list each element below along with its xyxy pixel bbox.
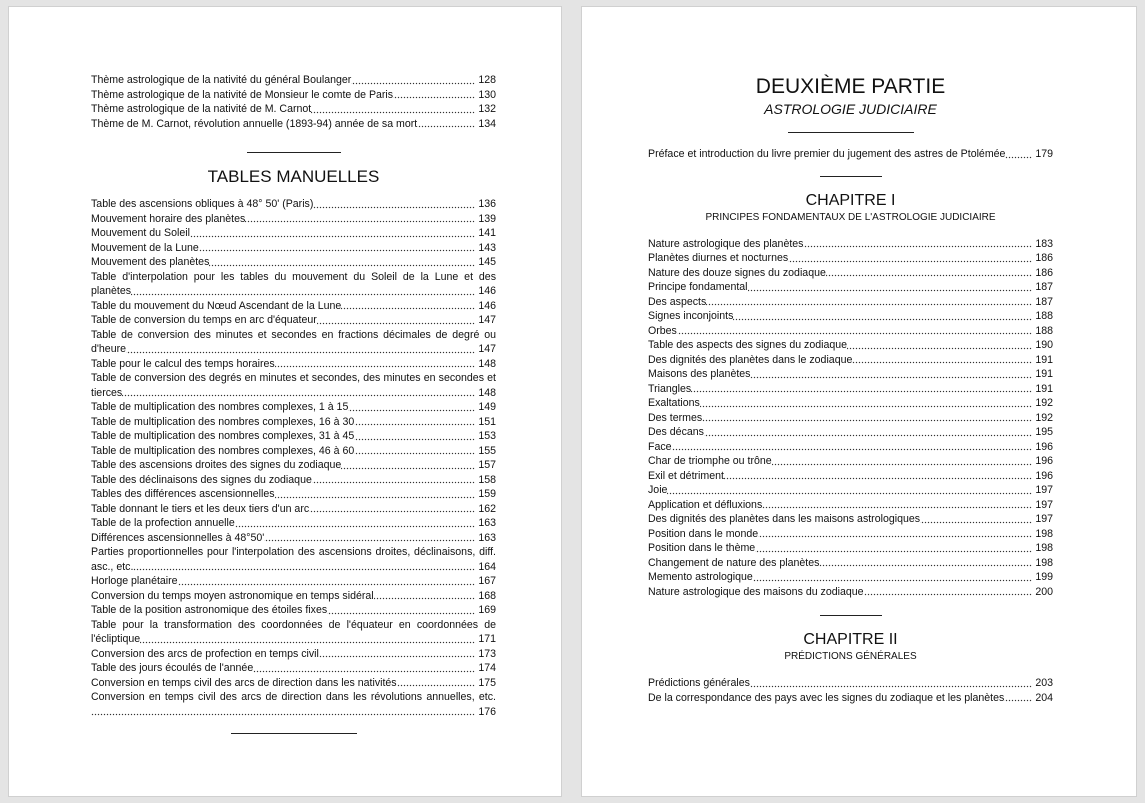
toc-entry[interactable]: [91, 618, 496, 647]
toc-entry-title: Mouvement de la Lune: [91, 241, 199, 254]
toc-entry[interactable]: [91, 270, 496, 299]
toc-list-chapter: [648, 237, 1053, 600]
toc-entry-title: Position dans le thème: [648, 542, 756, 554]
toc-entry-page: 158: [475, 473, 496, 488]
toc-entry-page: 175: [475, 676, 496, 691]
toc-entry-page: 171: [475, 632, 496, 647]
toc-entry-page: 139: [475, 212, 496, 227]
toc-entry[interactable]: [648, 280, 1053, 295]
toc-entry-page: 191: [1032, 353, 1053, 368]
toc-entry-title: Memento astrologique: [648, 571, 753, 583]
toc-entry[interactable]: [91, 88, 496, 103]
toc-entry[interactable]: [648, 396, 1053, 411]
toc-entry-page: 136: [475, 197, 496, 212]
toc-entry-title: Position dans le monde: [648, 527, 759, 540]
toc-entry-page: 147: [475, 342, 496, 357]
toc-entry-title: Table pour le calcul des temps horaires: [91, 357, 275, 370]
toc-entry-page: 188: [1032, 309, 1053, 324]
toc-entry-page: 204: [1032, 691, 1053, 706]
toc-entry-page: 186: [1032, 251, 1053, 266]
toc-entry-page: 197: [1032, 483, 1053, 498]
toc-entry-title: Maisons des planètes: [648, 368, 751, 380]
toc-entry-title: Principe fondamental: [648, 281, 748, 293]
toc-entry-title: Triangles: [648, 382, 692, 395]
toc-entry[interactable]: [91, 226, 496, 241]
chapters: [648, 176, 1053, 706]
toc-entry[interactable]: [91, 516, 496, 531]
toc-entry[interactable]: [648, 295, 1053, 310]
toc-entry[interactable]: [91, 589, 496, 604]
toc-entry[interactable]: [91, 647, 496, 662]
toc-entry-page: 134: [475, 117, 496, 132]
toc-entry-title: Des aspects: [648, 295, 707, 308]
toc-entry[interactable]: [91, 502, 496, 517]
toc-entry-page: 196: [1032, 440, 1053, 455]
toc-entry-page: 187: [1032, 295, 1053, 310]
toc-entry-title: Des dignités des planètes dans le zodiaque: [648, 353, 853, 366]
toc-entry-page: 149: [475, 400, 496, 415]
toc-entry-title: Orbes: [648, 324, 677, 337]
toc-entry-page: 159: [475, 487, 496, 502]
toc-entry-title: Table des ascensions obliques à 48° 50' (Paris): [91, 198, 314, 210]
toc-entry[interactable]: [648, 454, 1053, 469]
divider: [820, 176, 882, 177]
toc-entry[interactable]: [648, 425, 1053, 440]
toc-entry-page: 162: [475, 502, 496, 517]
toc-entry-page: 195: [1032, 425, 1053, 440]
toc-entry[interactable]: [91, 690, 496, 719]
toc-entry-title: Table de la position astronomique des étoiles fixes: [91, 604, 328, 616]
chapter-title: CHAPITRE I: [805, 191, 896, 209]
toc-entry-page: 192: [1032, 396, 1053, 411]
toc-entry[interactable]: [91, 102, 496, 117]
toc-entry[interactable]: [648, 570, 1053, 585]
divider: [231, 733, 357, 734]
divider: [788, 132, 914, 133]
toc-entry-page: 191: [1032, 382, 1053, 397]
chapter-subtitle: PRINCIPES FONDAMENTAUX DE L'ASTROLOGIE JUDICIAIRE: [705, 211, 996, 223]
toc-entry[interactable]: [648, 147, 1053, 162]
toc-entry[interactable]: [648, 483, 1053, 498]
toc-entry-page: 141: [475, 226, 496, 241]
toc-list-top: [91, 73, 496, 131]
toc-entry[interactable]: [91, 458, 496, 473]
toc-list-tables: [91, 197, 496, 719]
toc-entry-title: Table de la profection annuelle: [91, 517, 235, 529]
toc-entry-page: 173: [475, 647, 496, 662]
toc-entry[interactable]: [91, 328, 496, 357]
toc-entry-page: 148: [475, 386, 496, 401]
toc-entry[interactable]: [648, 382, 1053, 397]
toc-entry-page: 183: [1032, 237, 1053, 252]
toc-entry-title: Table du mouvement du Nœud Ascendant de la Lune: [91, 299, 342, 312]
toc-entry-page: 197: [1032, 512, 1053, 527]
toc-entry-title: Préface et introduction du livre premier du jugement des astres de Ptolémée: [648, 148, 1006, 160]
toc-entry[interactable]: [91, 444, 496, 459]
toc-entry-page: 200: [1032, 585, 1053, 600]
toc-entry[interactable]: [91, 531, 496, 546]
toc-entry[interactable]: [91, 241, 496, 256]
toc-entry[interactable]: [91, 299, 496, 314]
toc-entry-title: Des décans: [648, 426, 704, 438]
toc-entry-page: 176: [475, 705, 496, 720]
toc-entry-title: Table pour la transformation des coordonnées de l'équateur en coordonnées de l'écliptique: [91, 618, 496, 645]
toc-entry[interactable]: [91, 73, 496, 88]
toc-entry[interactable]: [91, 676, 496, 691]
toc-entry-page: 167: [475, 574, 496, 589]
toc-list-chapter: [648, 676, 1053, 705]
toc-entry[interactable]: [648, 676, 1053, 691]
toc-entry-page: 199: [1032, 570, 1053, 585]
toc-entry-title: Tables des différences ascensionnelles: [91, 488, 275, 500]
toc-entry-title: Thème de M. Carnot, révolution annuelle (1893-94) année de sa mort: [91, 117, 418, 130]
document-page-left: [8, 6, 562, 797]
toc-entry-page: 163: [475, 516, 496, 531]
toc-entry-page: 198: [1032, 541, 1053, 556]
toc-entry[interactable]: [91, 574, 496, 589]
toc-entry[interactable]: [648, 324, 1053, 339]
toc-entry-page: 198: [1032, 527, 1053, 542]
toc-entry-title: Prédictions générales: [648, 677, 750, 689]
toc-entry-title: Table de multiplication des nombres complexes, 46 à 60: [91, 444, 355, 457]
toc-entry-title: Des termes: [648, 411, 703, 424]
toc-entry-title: Exil et détriment: [648, 469, 724, 482]
toc-entry-page: 151: [475, 415, 496, 430]
toc-entry-title: Face: [648, 440, 672, 453]
toc-entry[interactable]: [91, 603, 496, 618]
toc-entry[interactable]: [648, 541, 1053, 556]
toc-entry-title: Table de multiplication des nombres complexes, 16 à 30: [91, 415, 355, 428]
toc-entry[interactable]: [91, 429, 496, 444]
toc-entry-title: Conversion du temps moyen astronomique en temps sidéral: [91, 589, 374, 602]
divider: [820, 615, 882, 616]
toc-entry-title: Thème astrologique de la nativité de Monsieur le comte de Paris: [91, 88, 394, 101]
toc-entry-page: 128: [475, 73, 496, 88]
toc-entry[interactable]: [91, 371, 496, 400]
toc-entry[interactable]: [648, 411, 1053, 426]
toc-entry-title: Table de conversion du temps en arc d'équateur: [91, 314, 317, 326]
toc-entry-title: Char de triomphe ou trône: [648, 455, 772, 467]
divider: [247, 152, 341, 153]
toc-entry-title: Table donnant le tiers et les deux tiers d'un arc: [91, 502, 310, 515]
toc-entry-title: Table des déclinaisons des signes du zodiaque: [91, 473, 312, 486]
toc-entry-page: 163: [475, 531, 496, 546]
toc-entry-page: 203: [1032, 676, 1053, 691]
toc-entry-page: 146: [475, 284, 496, 299]
chapter-section: [648, 176, 1053, 600]
toc-entry-title: Thème astrologique de la nativité de M. Carnot: [91, 103, 312, 115]
toc-entry-title: Joie: [648, 484, 668, 496]
toc-entry-page: 147: [475, 313, 496, 328]
toc-entry[interactable]: [91, 313, 496, 328]
toc-entry[interactable]: [648, 512, 1053, 527]
toc-entry-page: 196: [1032, 454, 1053, 469]
toc-entry-title: Table de conversion des minutes et secondes en fractions décimales de degré ou d'heure: [91, 328, 496, 355]
toc-entry-page: 191: [1032, 367, 1053, 382]
toc-entry-title: Des dignités des planètes dans les maisons astrologiques: [648, 513, 921, 525]
toc-entry-title: Table de multiplication des nombres complexes, 1 à 15: [91, 401, 349, 413]
toc-entry[interactable]: [91, 400, 496, 415]
toc-entry[interactable]: [648, 367, 1053, 382]
toc-entry-title: Différences ascensionnelles à 48°50': [91, 531, 265, 544]
chapter-section: [648, 615, 1053, 705]
toc-entry[interactable]: [648, 440, 1053, 455]
toc-entry-page: 130: [475, 88, 496, 103]
toc-entry-title: Application et défluxions: [648, 498, 763, 511]
toc-entry[interactable]: [91, 212, 496, 227]
toc-entry-page: 157: [475, 458, 496, 473]
toc-entry-page: 132: [475, 102, 496, 117]
toc-entry-page: 192: [1032, 411, 1053, 426]
toc-entry[interactable]: [648, 498, 1053, 513]
toc-entry[interactable]: [648, 237, 1053, 252]
toc-entry[interactable]: [648, 527, 1053, 542]
toc-entry-title: Table de conversion des degrés en minutes et secondes, des minutes en secondes et tierces: [91, 372, 496, 399]
toc-entry-title: Exaltations: [648, 397, 700, 409]
toc-entry-title: Table d'interpolation pour les tables du mouvement du Soleil de la Lune et des planètes: [91, 270, 496, 297]
toc-entry[interactable]: [91, 661, 496, 676]
toc-entry[interactable]: [91, 473, 496, 488]
toc-entry-page: 168: [475, 589, 496, 604]
toc-entry-page: 174: [475, 661, 496, 676]
toc-entry-title: Mouvement horaire des planètes: [91, 212, 246, 225]
toc-entry[interactable]: [91, 545, 496, 574]
toc-entry-page: 196: [1032, 469, 1053, 484]
toc-entry-title: De la correspondance des pays avec les signes du zodiaque et les planètes: [648, 691, 1005, 704]
document-page-right: [581, 6, 1137, 797]
toc-entry[interactable]: [648, 556, 1053, 571]
toc-entry-page: 145: [475, 255, 496, 270]
toc-entry-page: 198: [1032, 556, 1053, 571]
toc-entry[interactable]: [648, 309, 1053, 324]
toc-entry-title: Mouvement des planètes: [91, 256, 210, 268]
toc-entry-title: Conversion en temps civil des arcs de direction dans les révolutions annuelles, etc.: [91, 691, 496, 703]
toc-entry-title: Nature des douze signes du zodiaque: [648, 266, 826, 279]
toc-entry-page: 143: [475, 241, 496, 256]
toc-entry-title: Conversion en temps civil des arcs de direction dans les nativités: [91, 676, 397, 689]
toc-entry[interactable]: [648, 251, 1053, 266]
toc-entry-page: 148: [475, 357, 496, 372]
toc-entry-title: Planètes diurnes et nocturnes: [648, 252, 789, 264]
toc-entry-page: 187: [1032, 280, 1053, 295]
toc-entry-page: 197: [1032, 498, 1053, 513]
toc-entry[interactable]: [91, 357, 496, 372]
toc-entry-title: Horloge planétaire: [91, 575, 178, 587]
toc-entry[interactable]: [91, 197, 496, 212]
toc-entry-title: Table des ascensions droites des signes du zodiaque: [91, 459, 342, 471]
toc-entry-title: Parties proportionnelles pour l'interpolation des ascensions droites, déclinaisons, diff. asc., etc.: [91, 546, 496, 573]
toc-entry-title: Conversion des arcs de profection en temps civil: [91, 647, 319, 660]
toc-entry[interactable]: [648, 266, 1053, 281]
toc-entry-title: Thème astrologique de la nativité du général Boulanger: [91, 74, 352, 86]
toc-entry-page: 190: [1032, 338, 1053, 353]
toc-entry-title: Table des aspects des signes du zodiaque: [648, 339, 848, 351]
chapter-title: CHAPITRE II: [803, 631, 898, 648]
toc-entry[interactable]: [91, 255, 496, 270]
part-title: DEUXIÈME PARTIE: [755, 75, 946, 98]
toc-column-left: [91, 73, 496, 734]
toc-entry-page: 153: [475, 429, 496, 444]
toc-entry-page: 186: [1032, 266, 1053, 281]
toc-entry-page: 146: [475, 299, 496, 314]
toc-entry-title: Mouvement du Soleil: [91, 227, 190, 239]
toc-entry-page: 164: [475, 560, 496, 575]
toc-entry-title: Nature astrologique des maisons du zodiaque: [648, 585, 864, 598]
toc-entry-title: Table de multiplication des nombres complexes, 31 à 45: [91, 430, 355, 442]
toc-entry-page: 155: [475, 444, 496, 459]
toc-entry-page: 179: [1032, 147, 1053, 162]
toc-column-right: [648, 73, 1053, 705]
toc-list-preface: [648, 147, 1053, 162]
toc-entry[interactable]: [91, 415, 496, 430]
section-title: TABLES MANUELLES: [207, 167, 380, 186]
toc-entry[interactable]: [648, 469, 1053, 484]
toc-entry[interactable]: [648, 585, 1053, 600]
toc-entry-title: Signes inconjoints: [648, 310, 734, 322]
toc-entry[interactable]: [91, 117, 496, 132]
toc-entry-title: Changement de nature des planètes: [648, 556, 820, 569]
part-subtitle: ASTROLOGIE JUDICIAIRE: [764, 101, 937, 117]
chapter-subtitle: PRÉDICTIONS GÉNÉRALES: [784, 651, 917, 662]
toc-entry-page: 188: [1032, 324, 1053, 339]
toc-entry[interactable]: [648, 691, 1053, 706]
toc-entry[interactable]: [648, 353, 1053, 368]
toc-entry-title: Nature astrologique des planètes: [648, 237, 804, 250]
toc-entry[interactable]: [648, 338, 1053, 353]
toc-entry-page: 169: [475, 603, 496, 618]
toc-entry[interactable]: [91, 487, 496, 502]
toc-entry-title: Table des jours écoulés de l'année: [91, 662, 254, 674]
